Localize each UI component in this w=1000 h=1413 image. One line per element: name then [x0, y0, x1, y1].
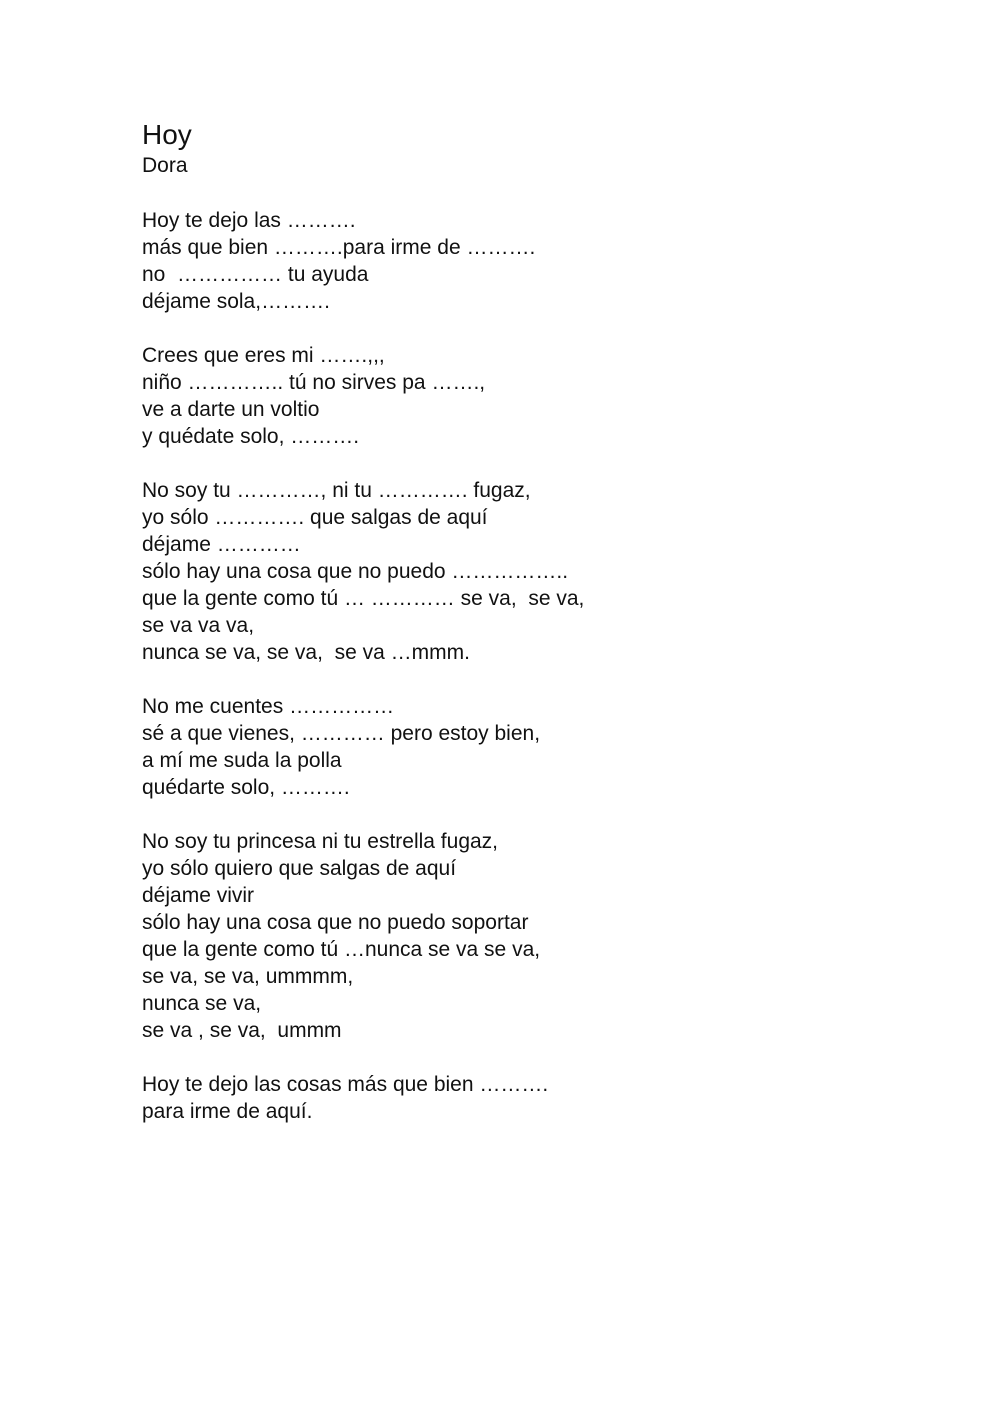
lyric-line: sé a que vienes, ………… pero estoy bien,	[142, 722, 541, 745]
lyric-line: Hoy te dejo las cosas más que bien ……….	[142, 1073, 549, 1096]
stanza-2	[142, 342, 942, 450]
lyric-line: No soy tu …………, ni tu …………. fugaz,	[142, 479, 531, 502]
stanza-6	[142, 1071, 942, 1125]
lyric-line: sólo hay una cosa que no puedo ……………..	[142, 560, 569, 583]
lyric-line: quédarte solo, ……….	[142, 776, 350, 799]
lyric-line: niño ………….. tú no sirves pa …….,	[142, 371, 486, 394]
lyric-line: sólo hay una cosa que no puedo soportar	[142, 911, 529, 934]
lyric-line: más que bien ……….para irme de ……….	[142, 236, 536, 259]
lyric-line: nunca se va,	[142, 992, 262, 1015]
lyric-line: yo sólo quiero que salgas de aquí	[142, 857, 457, 880]
lyric-line: que la gente como tú … ………… se va, se va,	[142, 587, 585, 610]
stanza-1	[142, 207, 942, 315]
lyric-line: déjame vivir	[142, 884, 255, 907]
lyric-line: y quédate solo, ……….	[142, 425, 360, 448]
lyric-line: a mí me suda la polla	[142, 749, 342, 772]
lyric-line: déjame sola,……….	[142, 290, 330, 313]
lyric-line: No me cuentes ……………	[142, 695, 395, 718]
lyric-line: yo sólo …………. que salgas de aquí	[142, 506, 488, 529]
lyric-line: Hoy te dejo las ……….	[142, 209, 356, 232]
stanza-5	[142, 828, 942, 1044]
stanza-4	[142, 693, 942, 801]
lyric-line: para irme de aquí.	[142, 1100, 313, 1123]
stanza-3	[142, 477, 942, 666]
lyric-line: se va va va,	[142, 614, 255, 637]
lyric-line: que la gente como tú …nunca se va se va,	[142, 938, 541, 961]
lyric-line: no …………… tu ayuda	[142, 263, 369, 286]
lyric-line: se va , se va, ummm	[142, 1019, 342, 1042]
lyric-line: Crees que eres mi …….,,,	[142, 344, 385, 367]
lyric-line: ve a darte un voltio	[142, 398, 320, 421]
lyric-line: se va, se va, ummmm,	[142, 965, 354, 988]
song-artist: Dora	[142, 154, 188, 177]
lyric-line: déjame …………	[142, 533, 301, 556]
song-title: Hoy	[142, 119, 192, 150]
lyric-line: No soy tu princesa ni tu estrella fugaz,	[142, 830, 499, 853]
lyrics-content	[142, 118, 942, 1152]
lyric-line: nunca se va, se va, se va …mmm.	[142, 641, 470, 664]
